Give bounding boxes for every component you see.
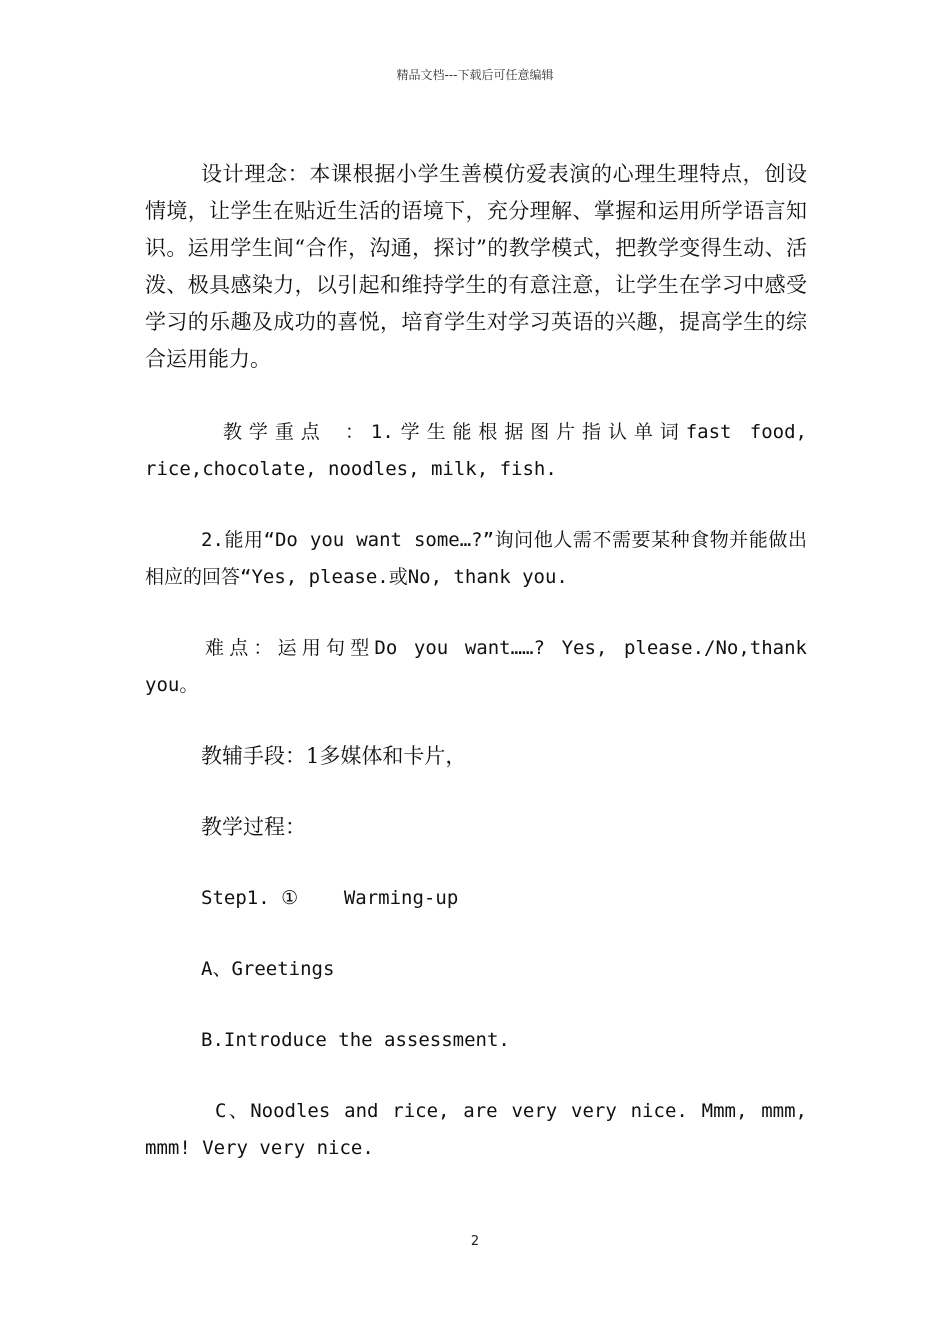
difficulty-paragraph: 难点：运用句型Do you want……? Yes, please./No,thank you。 xyxy=(145,637,807,696)
key-points-paragraph: 教学重点 ：1.学生能根据图片指认单词fast food, rice,chocolate, noodles, milk, fish. xyxy=(145,421,807,480)
page-number: 2 xyxy=(470,1234,480,1249)
item-b-line: B.Introduce the assessment. xyxy=(201,1029,510,1051)
process-heading: 教学过程： xyxy=(201,815,306,839)
item-c-paragraph: C、Noodles and rice, are very very nice. Mmm, mmm, mmm! Very very nice. xyxy=(145,1100,807,1159)
step1-line: Step1. ① Warming-up xyxy=(201,887,459,909)
teaching-aids-line: 教辅手段：1多媒体和卡片， xyxy=(201,744,467,768)
item-a-line: A、Greetings xyxy=(201,958,335,980)
page-header: 精品文档---下载后可任意编辑 xyxy=(396,68,554,82)
key-points-2-paragraph: 2.能用“Do you want some…?”询问他人需不需要某种食物并能做出相应的回答“Yes, please.或No, thank you. xyxy=(145,529,807,588)
document-body xyxy=(145,156,807,1167)
design-concept-paragraph: 设计理念：本课根据小学生善模仿爱表演的心理生理特点，创设情境，让学生在贴近生活的语境下，充分理解、掌握和运用所学语言知识。运用学生间“合作，沟通，探讨”的教学模式，把教学变得生动、活泼、极具感染力，以引起和维持学生的有意注意，让学生在学习中感受学习的乐趣及成功的喜悦，培育学生对学习英语的兴趣，提高学生的综合运用能力。 xyxy=(145,162,807,371)
